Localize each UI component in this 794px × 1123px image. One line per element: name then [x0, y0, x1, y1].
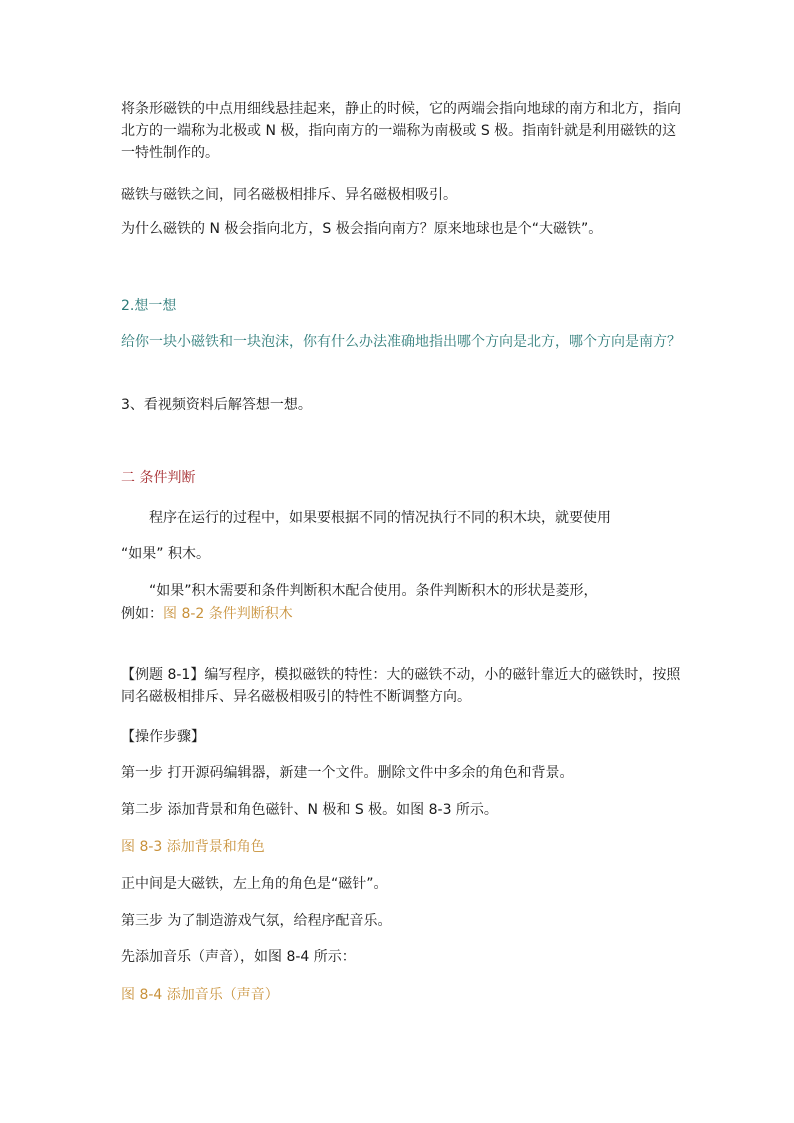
heading-condition: 二 条件判断 — [121, 470, 196, 486]
paragraph-magnet-center: 正中间是大磁铁，左上角的角色是“磁针”。 — [121, 876, 388, 892]
paragraph-video-task: 3、看视频资料后解答想一想。 — [121, 397, 312, 413]
paragraph-earth-magnet: 为什么磁铁的 N 极会指向北方，S 极会指向南方？原来地球也是个“大磁铁”。 — [121, 221, 603, 237]
figure-caption-8-3: 图 8-3 添加背景和角色 — [121, 839, 265, 855]
paragraph-condition-intro: 程序在运行的过程中，如果要根据不同的情况执行不同的积木块，就要使用 — [149, 510, 611, 526]
paragraph-condition-intro-cont: “如果” 积木。 — [121, 546, 210, 562]
heading-think: 2.想一想 — [121, 298, 177, 314]
figure-caption-8-4: 图 8-4 添加音乐（声音） — [121, 987, 279, 1003]
paragraph-magnet-interaction: 磁铁与磁铁之间，同名磁极相排斥、异名磁极相吸引。 — [121, 187, 457, 203]
example-prefix: 例如： — [121, 606, 163, 622]
paragraph-magnet-poles: 将条形磁铁的中点用细线悬挂起来，静止的时候，它的两端会指向地球的南方和北方，指向北方的一端称为北极或 N 极，指向南方的一端称为南极或 S 极。指南针就是利用磁铁的这一特性制作的。 — [121, 101, 681, 161]
figure-link-8-2[interactable]: 图 8-2 条件判断积木 — [163, 606, 293, 622]
paragraph-example-8-1: 【例题 8-1】编写程序，模拟磁铁的特性：大的磁铁不动，小的磁针靠近大的磁铁时，按照同名磁极相排斥、异名磁极相吸引的特性不断调整方向。 — [121, 667, 681, 705]
question-think: 给你一块小磁铁和一块泡沫，你有什么办法准确地指出哪个方向是北方，哪个方向是南方？ — [121, 334, 681, 350]
paragraph-step-3: 第三步 为了制造游戏气氛，给程序配音乐。 — [121, 913, 392, 929]
paragraph-steps-heading: 【操作步骤】 — [121, 729, 205, 745]
paragraph-add-music: 先添加音乐（声音），如图 8-4 所示： — [121, 949, 356, 965]
paragraph-step-2: 第二步 添加背景和角色磁针、N 极和 S 极。如图 8-3 所示。 — [121, 802, 498, 818]
paragraph-step-1: 第一步 打开源码编辑器，新建一个文件。删除文件中多余的角色和背景。 — [121, 765, 574, 781]
paragraph-condition-blocks: “如果”积木需要和条件判断积木配合使用。条件判断积木的形状是菱形， — [149, 583, 598, 599]
paragraph-condition-example — [121, 603, 681, 625]
